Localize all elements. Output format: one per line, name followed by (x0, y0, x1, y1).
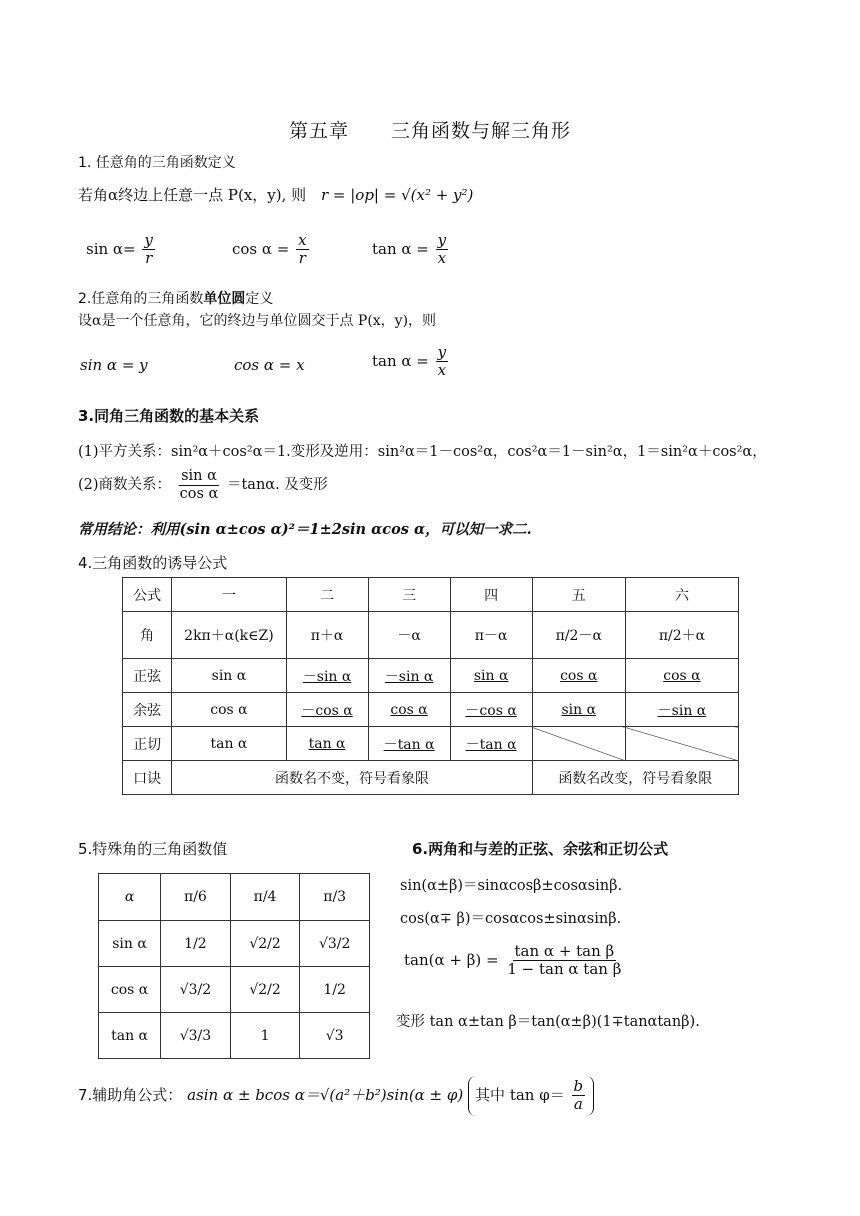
special-header-row (99, 874, 370, 921)
sum-tan-lhs: tan(α + β) = (404, 950, 499, 969)
chapter-name: 三角函数与解三角形 (391, 120, 572, 142)
def-tan-num: y (437, 231, 447, 249)
cell: 函数名改变，符号看象限 (532, 761, 738, 795)
cell: 四 (450, 578, 532, 612)
common-conclusion: 常用结论：利用(sin α±cos α)²＝1±2sin αcos α，可以知一求二. (78, 521, 532, 538)
cell: －tan α (368, 727, 450, 761)
section-2-heading (78, 288, 273, 308)
auxiliary-angle-note (468, 1076, 594, 1116)
page-title (0, 116, 860, 143)
cell: π/6 (161, 874, 231, 921)
induction-rule-row (123, 761, 739, 795)
cell: 口诀 (123, 761, 172, 795)
cell: 一 (172, 578, 286, 612)
section-2-heading-pre: 2.任意角的三角函数 (78, 291, 204, 307)
section-1-heading: 1. 任意角的三角函数定义 (78, 155, 236, 171)
r-formula: r = |op| = √(x² + y²) (320, 186, 474, 204)
cell: tan α (172, 727, 286, 761)
cell: 1/2 (300, 967, 370, 1013)
empty-diagonal-cell (625, 727, 738, 761)
special-cos-row (99, 967, 370, 1013)
cell: sin α (450, 659, 532, 693)
cell: tan α (286, 727, 368, 761)
cell: √2/2 (230, 921, 300, 967)
def-sin-den: r (145, 249, 153, 268)
quotient-label: (2)商数关系： (78, 477, 172, 494)
cell: 正切 (123, 727, 172, 761)
cell: －sin α (368, 659, 450, 693)
induction-sin-row (123, 659, 739, 693)
cell: √3 (300, 1013, 370, 1059)
section-6-heading: 6.两角和与差的正弦、余弦和正切公式 (412, 840, 669, 858)
section-2-intro: 设α是一个任意角，它的终边与单位圆交于点 P(x，y)，则 (78, 313, 437, 329)
empty-diagonal-cell (532, 727, 625, 761)
cell: 1 (230, 1013, 300, 1059)
section-1-intro (78, 184, 473, 205)
quotient-den: cos α (179, 485, 219, 502)
cell: 函数名不变，符号看象限 (172, 761, 532, 795)
cell: 正弦 (123, 659, 172, 693)
def-sin-lhs: sin α= (86, 239, 136, 258)
sum-sin-formula: sin(α±β)＝sinαcosβ±cosαsinβ. (400, 878, 623, 894)
cell: π－α (450, 612, 532, 659)
cell: cos α (625, 659, 738, 693)
chapter-label: 第五章 (288, 120, 349, 142)
section-7-label: 7.辅助角公式： (78, 1085, 183, 1104)
section-7 (78, 1076, 594, 1116)
cell: 二 (286, 578, 368, 612)
sum-cos-formula: cos(α∓ β)＝cosαcos±sinαsinβ. (400, 911, 622, 927)
section-2-heading-post: 定义 (245, 291, 274, 307)
cell: 角 (123, 612, 172, 659)
cell: 五 (532, 578, 625, 612)
cell: √3/2 (300, 921, 370, 967)
auxiliary-note-den: a (573, 1095, 583, 1114)
auxiliary-note-num: b (573, 1077, 584, 1095)
special-tan-row (99, 1013, 370, 1059)
tan-variant-formula: 变形 tan α±tan β＝tan(α±β)(1∓tanαtanβ). (396, 1014, 700, 1030)
def-tan-den: x (437, 249, 447, 268)
sum-tan-formula (404, 943, 625, 979)
unit-tan-den: x (437, 361, 447, 380)
unit-tan-fraction (436, 344, 448, 380)
cell: sin α (532, 693, 625, 727)
cell: √3/2 (161, 967, 231, 1013)
special-angle-table (98, 873, 370, 1059)
cell: －α (368, 612, 450, 659)
def-sin-num: y (144, 231, 153, 249)
quotient-num: sin α (181, 468, 217, 484)
cell: cos α (532, 659, 625, 693)
section-2-heading-bold: 单位圆 (203, 291, 246, 307)
induction-table (122, 577, 739, 795)
def-cos-lhs: cos α = (232, 239, 290, 258)
induction-tan-row (123, 727, 739, 761)
def-sin (86, 232, 157, 268)
cell: －sin α (286, 659, 368, 693)
def-tan-fraction (436, 232, 448, 268)
quotient-fraction (178, 468, 221, 502)
unit-tan-lhs: tan α = (372, 351, 429, 370)
sum-tan-num: tan α + tan β (514, 942, 615, 960)
cell: 1/2 (161, 921, 231, 967)
cell: 三 (368, 578, 450, 612)
auxiliary-angle-formula: asin α ± bcos α＝√(a²＋b²)sin(α ± φ) (187, 1085, 464, 1104)
def-cos-den: r (298, 249, 306, 268)
induction-angle-row (123, 612, 739, 659)
def-cos (232, 232, 311, 268)
special-sin-row (99, 921, 370, 967)
unit-cos: cos α = x (234, 356, 305, 374)
cell: π＋α (286, 612, 368, 659)
cell: 余弦 (123, 693, 172, 727)
induction-cos-row (123, 693, 739, 727)
cell: √3/3 (161, 1013, 231, 1059)
section-5-heading: 5.特殊角的三角函数值 (78, 840, 228, 858)
cell: －cos α (450, 693, 532, 727)
cell: cos α (99, 967, 161, 1013)
cell: α (99, 874, 161, 921)
sum-tan-den: 1 − tan α tan β (507, 960, 622, 979)
sum-tan-fraction (505, 943, 623, 979)
cell: －cos α (286, 693, 368, 727)
def-cos-num: x (298, 231, 307, 249)
cell: 公式 (123, 578, 172, 612)
cell: π/3 (300, 874, 370, 921)
cell: sin α (172, 659, 286, 693)
cell: －tan α (450, 727, 532, 761)
def-sin-fraction (142, 232, 154, 268)
def-tan (372, 232, 450, 268)
square-relation: (1)平方关系：sin²α＋cos²α＝1.变形及逆用：sin²α＝1－cos²α，cos²α＝1－sin²α，1＝sin²α＋cos²α， (78, 444, 767, 460)
def-cos-fraction (296, 232, 308, 268)
cell: π/2－α (532, 612, 625, 659)
cell: 2kπ＋α(k∈Z) (172, 612, 286, 659)
quotient-post: ＝tanα. 及变形 (226, 477, 328, 494)
quotient-relation (78, 468, 328, 502)
auxiliary-note-pre: 其中 tan φ＝ (475, 1085, 565, 1104)
cell: tan α (99, 1013, 161, 1059)
cell: π/4 (230, 874, 300, 921)
unit-tan-num: y (437, 343, 447, 361)
cell: sin α (99, 921, 161, 967)
cell: cos α (368, 693, 450, 727)
cell: π/2＋α (625, 612, 738, 659)
def-tan-lhs: tan α = (372, 239, 429, 258)
cell: cos α (172, 693, 286, 727)
section-4-heading: 4.三角函数的诱导公式 (78, 554, 228, 572)
unit-sin: sin α = y (80, 356, 148, 374)
cell: 六 (625, 578, 738, 612)
cell: √2/2 (230, 967, 300, 1013)
cell: －sin α (625, 693, 738, 727)
section-3-heading: 3.同角三角函数的基本关系 (78, 407, 260, 425)
section-1-intro-text: 若角α终边上任意一点 P(x，y), 则 (78, 186, 307, 204)
auxiliary-note-fraction (572, 1078, 586, 1114)
unit-tan (372, 344, 450, 380)
induction-header-row (123, 578, 739, 612)
